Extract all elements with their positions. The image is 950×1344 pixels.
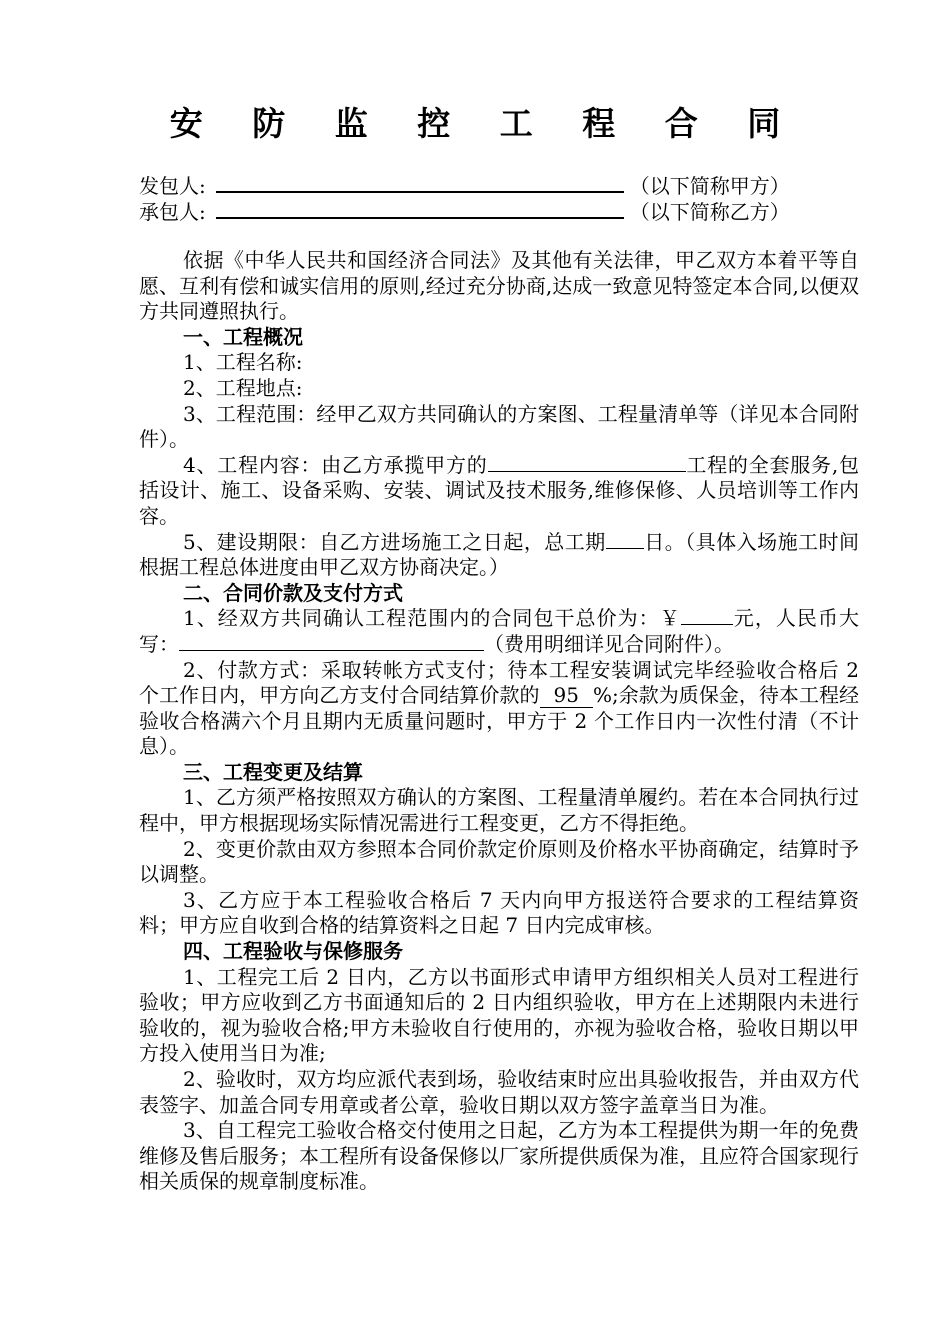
section-4-heading: 四、工程验收与保修服务 — [183, 939, 403, 964]
s4-item-2: 2、验收时，双方均应派代表到场，验收结束时应出具验收报告，并由双方代表签字、加盖合同专用章或者公章，验收日期以双方签字盖章当日为准。 — [139, 1067, 859, 1117]
s2-item-2 — [139, 658, 859, 760]
s2-item-1 — [139, 606, 859, 657]
party-b-suffix: （以下简称乙方） — [629, 200, 790, 224]
s1-item-4-text-b: 工程的全套服务,包括设计、施工、设备采购、安装、调试及技术服务,维修保修、人员培训等工作内容。 — [139, 452, 859, 528]
s1-item-4-text-a: 4、工程内容：由乙方承揽甲方的 — [183, 452, 488, 477]
s1-item-4 — [139, 453, 859, 530]
s4-item-3: 3、自工程完工验收合格交付使用之日起，乙方为本工程提供为期一年的免费维修及售后服务；本工程所有设备保修以厂家所提供质保为准，且应符合国家现行相关质保的规章制度标准。 — [139, 1118, 859, 1194]
party-a-blank[interactable] — [216, 173, 624, 193]
party-a-suffix: （以下简称甲方） — [629, 174, 790, 198]
s1-item-5 — [139, 530, 859, 581]
s2-item-1-text-a: 1、经双方共同确认工程范围内的合同包干总价为：￥ — [183, 606, 681, 631]
party-b-line — [139, 199, 790, 225]
price-in-words-blank[interactable] — [179, 632, 484, 651]
period-days-blank[interactable] — [606, 530, 644, 549]
s1-item-1: 1、工程名称: — [183, 350, 303, 375]
party-a-line — [139, 173, 790, 199]
s1-item-5-text-b: 日。（具体入场施工时间根据工程总体进度由甲乙双方协商决定。） — [139, 529, 859, 580]
s1-item-3: 3、工程范围：经甲乙双方共同确认的方案图、工程量清单等（详见本合同附件）。 — [139, 401, 859, 452]
section-2-heading: 二、合同价款及支付方式 — [183, 580, 403, 605]
preamble: 依据《中华人民共和国经济合同法》及其他有关法律，甲乙双方本着平等自愿、互利有偿和诚实信用的原则,经过充分协商,达成一致意见特签定本合同,以便双方共同遵照执行。 — [139, 248, 859, 324]
s3-item-1: 1、乙方须严格按照双方确认的方案图、工程量清单履约。若在本合同执行过程中，甲方根据现场实际情况需进行工程变更，乙方不得拒绝。 — [139, 785, 859, 836]
section-3-heading: 三、工程变更及结算 — [183, 759, 363, 784]
total-price-blank[interactable] — [681, 606, 733, 625]
party-b-label: 承包人: — [139, 200, 206, 224]
s4-item-1: 1、工程完工后 2 日内，乙方以书面形式申请甲方组织相关人员对工程进行验收；甲方应收到乙方书面通知后的 2 日内组织验收，甲方在上述期限内未进行验收的，视为验收合格;甲方未验收自行使用的，亦视为验收合格，验收日期以甲方投入使用当日为准; — [139, 964, 859, 1066]
s2-item-2-text-a: 2、付款方式：采取转帐方式支付；待本工程安装调试完毕经验收合格后 2 个工作日内，甲方向乙方支付合同结算价款的 — [139, 657, 859, 708]
s1-item-5-text-a: 5、建设期限：自乙方进场施工之日起，总工期 — [183, 529, 606, 554]
s2-item-1-text-b: 元，人民币大写： — [139, 606, 860, 656]
party-b-blank[interactable] — [216, 199, 624, 219]
payment-percent: 95 — [540, 683, 593, 708]
s3-item-2: 2、变更价款由双方参照本合同价款定价原则及价格水平协商确定，结算时予以调整。 — [139, 836, 859, 887]
party-a-label: 发包人: — [139, 174, 206, 198]
project-name-blank[interactable] — [488, 453, 686, 472]
document-title: 安 防 监 控 工 程 合 同 — [169, 104, 800, 143]
s2-item-1-text-c: （费用明细详见合同附件）。 — [484, 631, 734, 656]
contract-body — [139, 248, 859, 1195]
s1-item-2: 2、工程地点: — [183, 375, 303, 400]
section-1-heading: 一、工程概况 — [183, 324, 303, 349]
s2-item-2-text-b: %;余款为质保金，待本工程经验收合格满六个月且期内无质量问题时，甲方于 2 个工作日内一次性付清（不计息）。 — [139, 683, 859, 759]
s3-item-3: 3、乙方应于本工程验收合格后 7 天内向甲方报送符合要求的工程结算资料；甲方应自收到合格的结算资料之日起 7 日内完成审核。 — [139, 887, 859, 938]
